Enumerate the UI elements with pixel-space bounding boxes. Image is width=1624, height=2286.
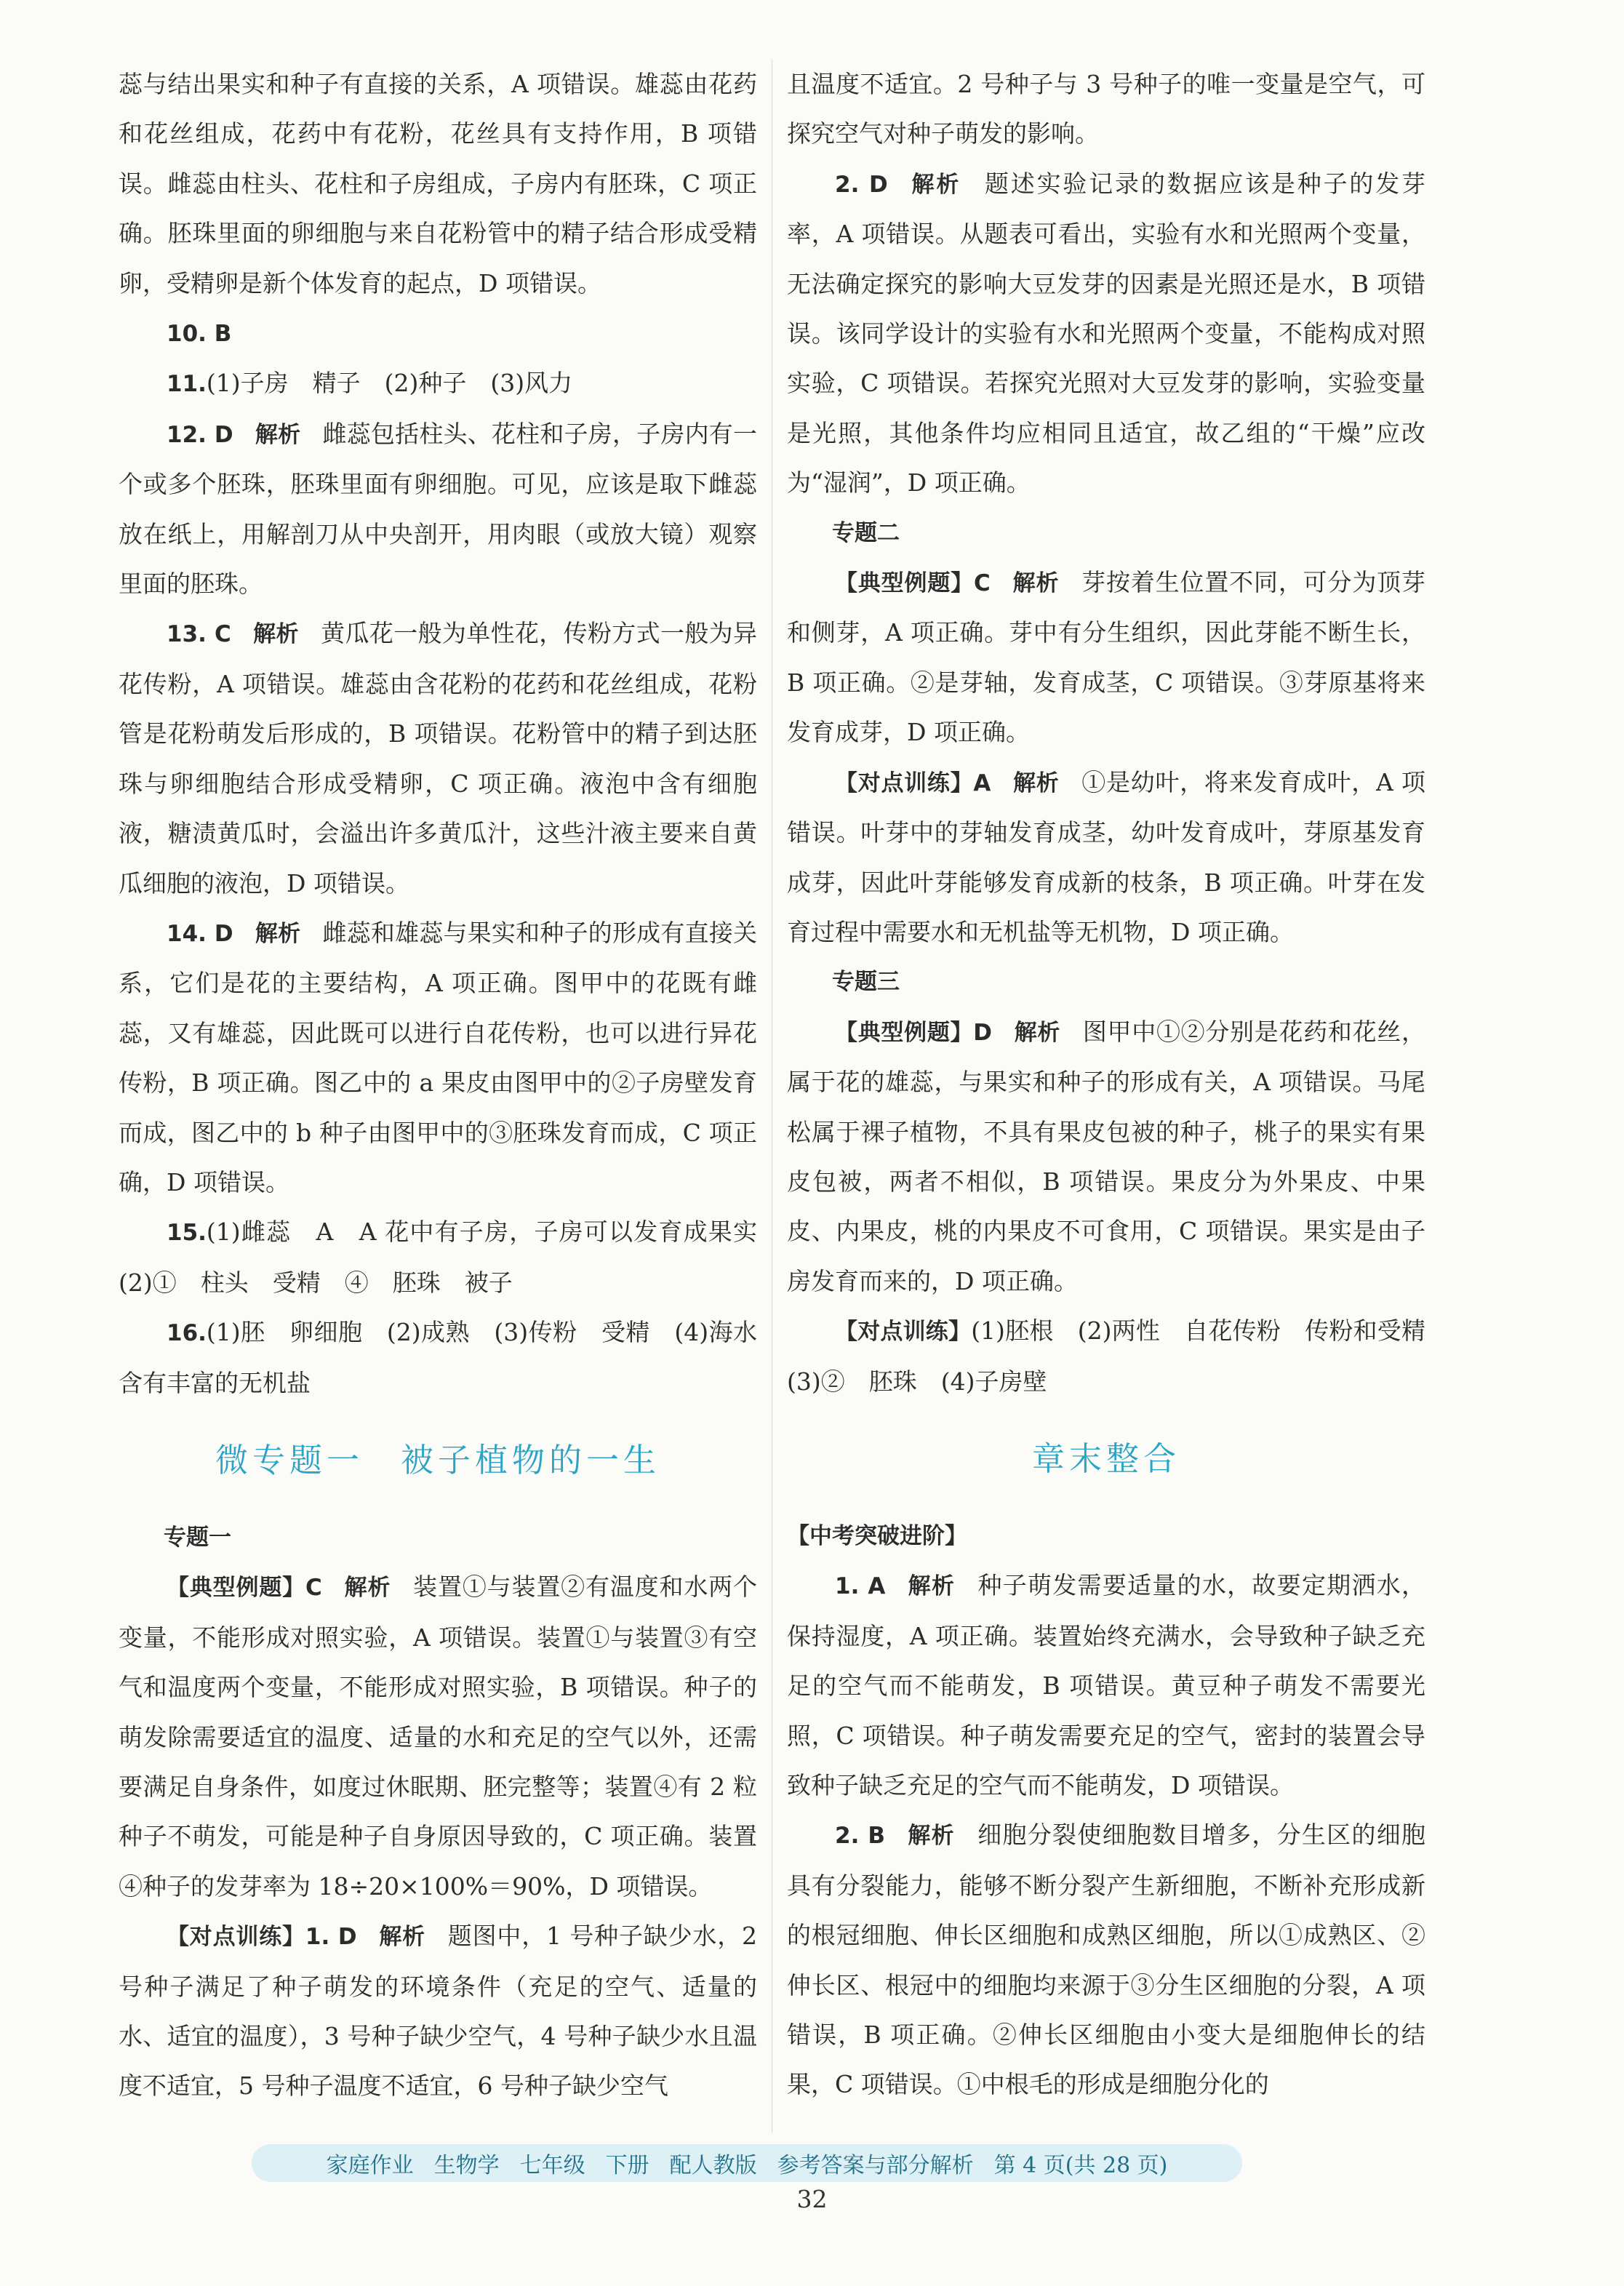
- left-column: [119, 60, 781, 2111]
- example-label: 【典型例题】: [835, 570, 975, 597]
- answer-text: 题图中，1 号种子缺少水，2 号种子满足了种子萌发的环境条件（充足的空气、适量的水、适宜的温度），3 号种子缺少空气，4 号种子缺少水且温度不适宜，5 号种子温度不适宜，6 号种子缺少空气: [119, 1922, 758, 2101]
- answer-text: 雌蕊包括柱头、花柱和子房，子房内有一个或多个胚珠，胚珠里面有卵细胞。可见，应该是取下雌蕊放在纸上，用解剖刀从中央剖开，用肉眼（或放大镜）观察里面的胚珠。: [119, 419, 758, 599]
- answer-text: 题述实验记录的数据应该是种子的发芽率，A 项错误。从题表可看出，实验有水和光照两个变量，无法确定探究的影响大豆发芽的因素是光照还是水，B 项错误。该同学设计的实验有水和光照两个变量，不能构成对照实验，C 项错误。若探究光照对大豆发芽的影响，实验变量是光照，其他条件均应相同且适宜，故乙组的“干燥”应改为“湿润”，D 项正确。: [787, 169, 1426, 497]
- answer-text: 装置①与装置②有温度和水两个变量，不能形成对照实验，A 项错误。装置①与装置③有空气和温度两个变量，不能形成对照实验，B 项错误。种子的萌发除需要适宜的温度、适量的水和充足的空气以外，还需要满足自身条件，如度过休眠期、胚完整等；装置④有 2 粒种子不萌发，可能是种子自身原因导致的，C 项正确。装置④种子的发芽率为 18÷20×100%＝90%，D 项错误。: [119, 1572, 758, 1901]
- example-3: [787, 1007, 1425, 1306]
- example-label: 【典型例题】: [167, 1575, 306, 1602]
- answer-letter: C: [305, 1575, 322, 1602]
- training-3: [787, 1306, 1450, 1407]
- advance-answer-1: [787, 1561, 1425, 1810]
- section-heading-wrap: [787, 1407, 1425, 1511]
- analysis-tag: 解析: [1013, 1019, 1061, 1046]
- footer-section: 参考答案与部分解析: [777, 2153, 974, 2178]
- analysis-tag: 解析: [343, 1575, 391, 1602]
- answer-number: 10. B: [167, 321, 232, 348]
- example-1: [119, 1562, 757, 1911]
- section-heading-wrap: [119, 1408, 757, 1513]
- answer-number: 13. C: [167, 621, 231, 648]
- footer-volume: 下册: [605, 2153, 649, 2178]
- footer-subject: 生物学: [433, 2153, 500, 2178]
- answer-text: 雌蕊和雄蕊与果实和种子的形成有直接关系，它们是花的主要结构，A 项正确。图甲中的花既有雌蕊，又有雄蕊，因此既可以进行自花传粉，也可以进行异花传粉，B 项正确。图乙中的 a 果皮由图甲中的②子房壁发育而成，图乙中的 b 种子由图甲中的③胚珠发育而成，C 项正确，D 项错误。: [119, 918, 758, 1196]
- training-label: 【对点训练】: [167, 1924, 305, 1951]
- analysis-tag: 解析: [909, 171, 961, 198]
- continued-paragraph: 蕊与结出果实和种子有直接的关系，A 项错误。雄蕊由花药和花丝组成，花药中有花粉，花丝具有支持作用，B 项错误。雌蕊由柱头、花柱和子房组成，子房内有胚珠，C 项正确。胚珠里面的卵细胞与来自花粉管中的精子结合形成受精卵，受精卵是新个体发育的起点，D 项错误。: [119, 70, 757, 297]
- answer-text: (1)雌蕊 A A 花中有子房，子房可以发育成果实 (2)① 柱头 受精 ④ 胚珠 被子: [119, 1218, 781, 1297]
- advance-answer-2: [787, 1810, 1425, 2109]
- analysis-tag: 解析: [255, 421, 301, 448]
- analysis-tag: 解析: [378, 1924, 425, 1951]
- analysis-tag: 解析: [1012, 570, 1060, 597]
- answer-letter: C: [974, 570, 991, 597]
- topic-heading: 专题一: [164, 1524, 231, 1551]
- example-label: 【典型例题】: [835, 1019, 974, 1046]
- analysis-tag: 解析: [255, 920, 301, 947]
- answer-text: (1)子房 精子 (2)种子 (3)风力: [206, 369, 573, 398]
- training-label: 【对点训练】: [835, 1319, 972, 1346]
- footer-bar: [252, 2144, 1242, 2182]
- footer-book: 家庭作业: [326, 2153, 414, 2178]
- answer-15: [119, 1207, 781, 1308]
- answer-text: 细胞分裂使细胞数目增多，分生区的细胞具有分裂能力，能够不断分裂产生新细胞，不断补充形成新的根冠细胞、伸长区细胞和成熟区细胞，所以①成熟区、②伸长区、根冠中的细胞均来源于③分生区细胞的分裂，A 项错误，B 项正确。②伸长区细胞由小变大是细胞伸长的结果，C 项错误。①中根毛的形成是细胞分化的: [787, 1821, 1426, 2099]
- answer-text: 黄瓜花一般为单性花，传粉方式一般为异花传粉，A 项错误。雄蕊由含花粉的花药和花丝组成，花粉管是花粉萌发后形成的，B 项错误。花粉管中的精子到达胚珠与卵细胞结合形成受精卵，C 项正确。液泡中含有细胞液，糖渍黄瓜时，会溢出许多黄瓜汁，这些汁液主要来自黄瓜细胞的液泡，D 项错误。: [119, 619, 758, 898]
- answer-text: (1)胚根 (2)两性 自花传粉 传粉和受精 (3)② 胚珠 (4)子房壁: [787, 1316, 1450, 1396]
- answer-number: 15.: [167, 1220, 207, 1247]
- answer-text: (1)胚 卵细胞 (2)成熟 (3)传粉 受精 (4)海水含有丰富的无机盐: [119, 1318, 757, 1397]
- answer-number: 1. D: [305, 1924, 357, 1951]
- answer-text: 图甲中①②分别是花药和花丝，属于花的雄蕊，与果实和种子的形成有关，A 项错误。马尾松属于裸子植物，不具有果皮包被的种子，桃子的果实有果皮包被，两者不相似，B 项错误。果皮分为外果皮、中果皮、内果皮，桃的内果皮不可食用，C 项错误。果实是由子房发育而来的，D 项正确。: [787, 1017, 1426, 1295]
- analysis-tag: 解析: [252, 621, 299, 648]
- topic-heading: 专题三: [832, 969, 900, 996]
- section-heading: 章末整合: [1031, 1439, 1180, 1478]
- answer-number: 1. A: [835, 1573, 886, 1600]
- training-label: 【对点训练】: [835, 770, 974, 796]
- answer-number: 2. D: [835, 171, 888, 198]
- answer-12: [119, 409, 757, 610]
- footer-grade: 七年级: [519, 2153, 585, 2178]
- section-heading: 微专题一 被子植物的一生: [215, 1440, 660, 1479]
- analysis-tag: 解析: [1012, 770, 1060, 796]
- analysis-tag: 解析: [907, 1573, 956, 1600]
- answer-letter: D: [973, 1019, 992, 1046]
- answer-text: 种子萌发需要适量的水，故要定期洒水，保持湿度，A 项正确。装置始终充满水，会导致种子缺乏充足的空气而不能萌发，B 项错误。黄豆种子萌发不需要光照，C 项错误。种子萌发需要充足的空气，密封的装置会导致种子缺乏充足的空气而不能萌发，D 项错误。: [787, 1571, 1426, 1799]
- answer-13: [119, 609, 757, 908]
- continued-paragraph: 且温度不适宜。2 号种子与 3 号种子的唯一变量是空气，可探究空气对种子萌发的影响。: [787, 70, 1425, 148]
- topic-heading: 专题二: [832, 519, 900, 546]
- answer-number: 14. D: [167, 920, 233, 947]
- footer-page-info: 第 4 页(共 28 页): [993, 2153, 1168, 2178]
- training-1-q2: [787, 159, 1425, 508]
- answer-text: 芽按着生位置不同，可分为顶芽和侧芽，A 项正确。芽中有分生组织，因此芽能不断生长，B 项正确。②是芽轴，发育成茎，C 项错误。③芽原基将来发育成芽，D 项正确。: [787, 568, 1426, 747]
- footer-edition: 配人教版: [669, 2153, 757, 2178]
- advance-heading: 【中考突破进阶】: [787, 1522, 967, 1549]
- answer-number: 2. B: [835, 1823, 886, 1850]
- answer-number: 12. D: [167, 421, 233, 448]
- analysis-tag: 解析: [907, 1823, 955, 1850]
- example-2: [787, 558, 1425, 758]
- answer-number: 11.: [167, 371, 207, 398]
- answer-10: [119, 308, 757, 359]
- answer-14: [119, 908, 757, 1207]
- answer-text: ①是幼叶，将来发育成叶，A 项错误。叶芽中的芽轴发育成茎，幼叶发育成叶，芽原基发育成芽，因此叶芽能够发育成新的枝条，B 项正确。叶芽在发育过程中需要水和无机盐等无机物，D 项正确。: [787, 767, 1426, 946]
- right-column: [787, 60, 1450, 2110]
- page-number: 32: [796, 2185, 828, 2213]
- training-2: [787, 758, 1425, 958]
- answer-number: 16.: [167, 1320, 207, 1347]
- training-1: [119, 1911, 757, 2111]
- answer-16: [119, 1308, 757, 1408]
- answer-letter: A: [973, 770, 991, 796]
- answer-11: [119, 359, 757, 409]
